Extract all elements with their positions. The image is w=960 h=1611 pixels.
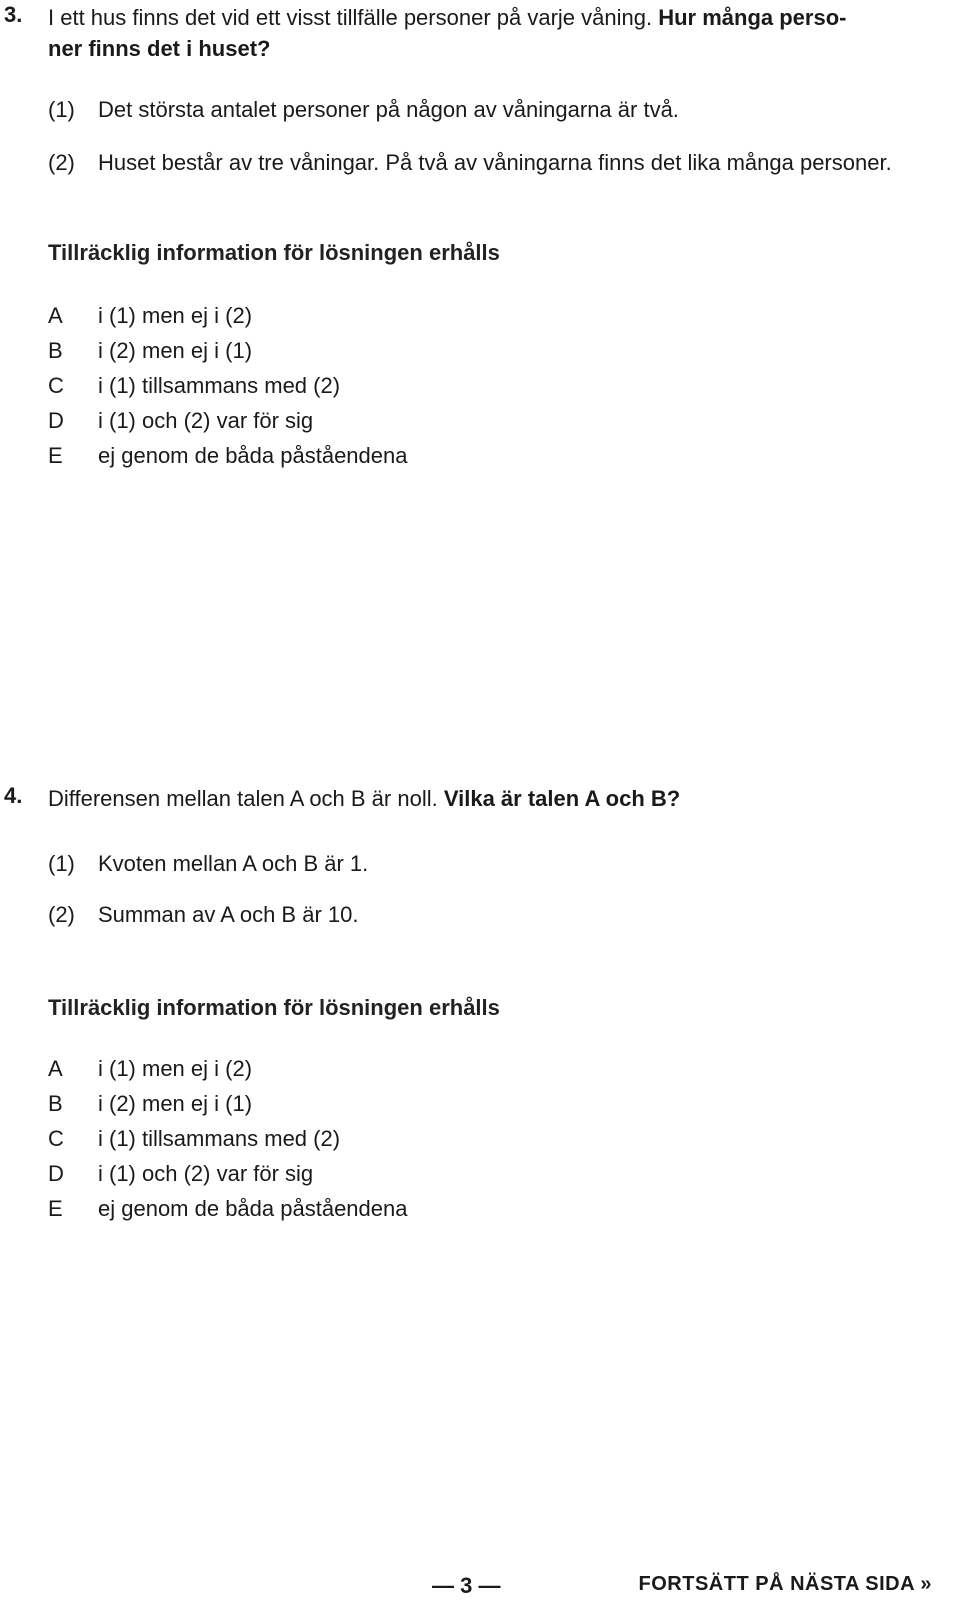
q3-option-e-letter[interactable]: E [48,443,63,468]
question-3-text-bold-2: ner finns det i huset? [48,36,271,61]
question-4-text-plain: Differensen mellan talen A och B är noll. [48,786,438,811]
continue-next-page-label: FORTSÄTT PÅ NÄSTA SIDA » [638,1573,932,1595]
question-3-text-bold-1: Hur många perso- [658,5,847,30]
q3-option-b-letter[interactable]: B [48,338,63,363]
q3-option-d-text[interactable]: i (1) och (2) var för sig [98,408,314,433]
q4-option-b-text[interactable]: i (2) men ej i (1) [98,1091,253,1116]
q4-statement-2-number: (2) [48,902,75,927]
q3-option-d-letter[interactable]: D [48,408,64,433]
q3-option-c-letter[interactable]: C [48,373,64,398]
q3-sufficiency-heading: Tillräcklig information för lösningen erhålls [48,240,500,265]
question-3-text [48,2,928,64]
q4-option-d-text[interactable]: i (1) och (2) var för sig [98,1161,314,1186]
q3-option-b-text[interactable]: i (2) men ej i (1) [98,338,253,363]
q3-statement-1-number: (1) [48,97,75,122]
q4-sufficiency-heading: Tillräcklig information för lösningen erhålls [48,995,500,1020]
q3-option-a-text[interactable]: i (1) men ej i (2) [98,303,253,328]
q3-statement-2-number: (2) [48,150,75,175]
q4-option-e-letter[interactable]: E [48,1196,63,1221]
q4-statement-2-text: Summan av A och B är 10. [98,902,359,927]
q3-option-e-text[interactable]: ej genom de båda påståendena [98,443,408,468]
question-3-text-plain: I ett hus finns det vid ett visst tillfälle personer på varje våning. [48,5,653,30]
q4-statement-1-text: Kvoten mellan A och B är 1. [98,851,369,876]
question-3-number: 3. [4,2,23,27]
q3-option-a-letter[interactable]: A [48,303,63,328]
page-number: — 3 — [432,1573,501,1598]
q4-option-c-text[interactable]: i (1) tillsammans med (2) [98,1126,341,1151]
question-4-text [48,783,928,814]
question-4-text-bold: Vilka är talen A och B? [443,786,681,811]
q4-option-a-letter[interactable]: A [48,1056,63,1081]
q4-option-a-text[interactable]: i (1) men ej i (2) [98,1056,253,1081]
q4-option-b-letter[interactable]: B [48,1091,63,1116]
q3-statement-2-text: Huset består av tre våningar. På två av våningarna finns det lika många personer. [98,150,892,175]
q4-statement-1-number: (1) [48,851,75,876]
q4-option-e-text[interactable]: ej genom de båda påståendena [98,1196,408,1221]
q4-option-d-letter[interactable]: D [48,1161,64,1186]
question-4-number: 4. [4,783,23,808]
q3-statement-1-text: Det största antalet personer på någon av våningarna är två. [98,97,679,122]
q4-option-c-letter[interactable]: C [48,1126,64,1151]
q3-option-c-text[interactable]: i (1) tillsammans med (2) [98,373,341,398]
